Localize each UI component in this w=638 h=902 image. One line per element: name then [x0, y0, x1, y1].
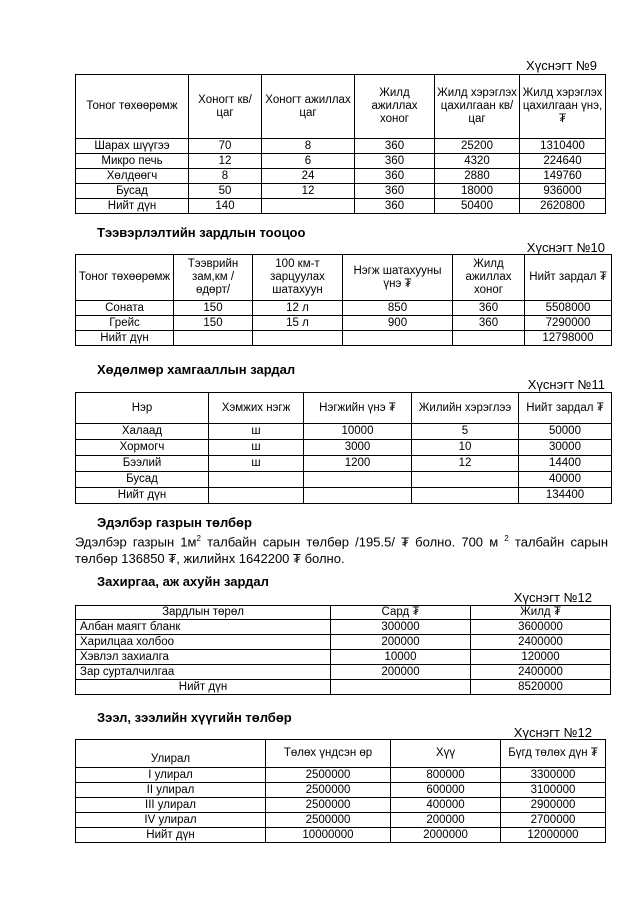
- table-total-row: [76, 199, 606, 214]
- col-header: Нийт зардал ₮: [519, 393, 612, 424]
- cell: 300000: [331, 620, 471, 635]
- table-row: [76, 184, 606, 199]
- cell: Хөлдөөгч: [76, 169, 189, 184]
- cell: 1200: [304, 456, 412, 472]
- col-header: Хоногт ажиллах цаг: [262, 75, 355, 139]
- cell: 2620800: [520, 199, 606, 214]
- section-heading-admin: Захиргаа, аж ахуйн зардал: [97, 574, 269, 589]
- table-row: [76, 440, 612, 456]
- cell: [304, 488, 412, 504]
- table-10-transport: [75, 254, 612, 346]
- table9-label: Хүснэгт №9: [526, 58, 597, 73]
- cell: Харилцаа холбоо: [76, 635, 331, 650]
- cell: 360: [355, 139, 435, 154]
- col-header: Хүү: [391, 740, 501, 768]
- cell: 70: [189, 139, 262, 154]
- col-header: Жилийн хэрэглээ: [412, 393, 519, 424]
- section-heading-land-fee: Эдэлбэр газрын төлбөр: [97, 515, 252, 530]
- land-text-4: төлбөр 136850 ₮, жилийнх 1642200 ₮ болно.: [75, 551, 345, 567]
- cell: 900: [343, 316, 453, 331]
- cell: 3300000: [501, 768, 606, 783]
- cell: 360: [355, 169, 435, 184]
- cell: [174, 331, 253, 346]
- cell: 2500000: [266, 798, 391, 813]
- col-header: Хоногт кв/цаг: [189, 75, 262, 139]
- cell: 150: [174, 301, 253, 316]
- cell: ш: [209, 440, 304, 456]
- col-header: Жилд хэрэглэх цахилгаан кв/цаг: [435, 75, 520, 139]
- land-text-3: талбайн сарын: [508, 534, 608, 550]
- col-header: Жилд ажиллах хоног: [355, 75, 435, 139]
- cell: 224640: [520, 154, 606, 169]
- cell: 400000: [391, 798, 501, 813]
- cell: Нийт дүн: [76, 680, 331, 695]
- land-sup-1: 2: [196, 534, 201, 543]
- cell: 200000: [391, 813, 501, 828]
- cell: Грейс: [76, 316, 174, 331]
- table-9-electricity: [75, 74, 606, 214]
- table-total-row: [76, 680, 611, 695]
- cell: [412, 488, 519, 504]
- cell: 12: [262, 184, 355, 199]
- col-header: Тоног төхөөрөмж: [76, 75, 189, 139]
- cell: 12 л: [253, 301, 343, 316]
- table11-label: Хүснэгт №11: [527, 377, 605, 392]
- cell: Нийт дүн: [76, 488, 209, 504]
- cell: 3600000: [471, 620, 611, 635]
- table-total-row: [76, 828, 606, 843]
- section-heading-transport: Тээвэрлэлтийн зардлын тооцоо: [97, 225, 306, 240]
- cell: 2500000: [266, 813, 391, 828]
- cell: [453, 331, 525, 346]
- cell: 150: [174, 316, 253, 331]
- col-header: 100 км-т зарцуулах шатахуун: [253, 255, 343, 301]
- cell: Хормогч: [76, 440, 209, 456]
- cell: Бээлий: [76, 456, 209, 472]
- cell: IV улирал: [76, 813, 266, 828]
- cell: 10000: [304, 424, 412, 440]
- col-header: Зардлын төрөл: [76, 606, 331, 620]
- table-row: [76, 316, 612, 331]
- cell: Албан маягт бланк: [76, 620, 331, 635]
- cell: 2500000: [266, 783, 391, 798]
- table-row: [76, 783, 606, 798]
- table10-label: Хүснэгт №10: [526, 240, 605, 255]
- cell: 120000: [471, 650, 611, 665]
- cell: 50: [189, 184, 262, 199]
- cell: 2900000: [501, 798, 606, 813]
- cell: 600000: [391, 783, 501, 798]
- cell: 18000: [435, 184, 520, 199]
- cell: Микро печь: [76, 154, 189, 169]
- cell: 149760: [520, 169, 606, 184]
- cell: 8: [189, 169, 262, 184]
- cell: 360: [355, 154, 435, 169]
- col-header: Улирал: [76, 740, 266, 768]
- cell: Бусад: [76, 184, 189, 199]
- col-header: Бүгд төлөх дүн ₮: [501, 740, 606, 768]
- cell: 200000: [331, 635, 471, 650]
- cell: II улирал: [76, 783, 266, 798]
- cell: Соната: [76, 301, 174, 316]
- cell: 134400: [519, 488, 612, 504]
- cell: [331, 680, 471, 695]
- table-row: [76, 456, 612, 472]
- table-total-row: [76, 331, 612, 346]
- cell: [304, 472, 412, 488]
- cell: 10000000: [266, 828, 391, 843]
- cell: 12: [412, 456, 519, 472]
- cell: ш: [209, 424, 304, 440]
- table12b-label: Хүснэгт №12: [513, 725, 592, 740]
- cell: 10: [412, 440, 519, 456]
- table-row: [76, 650, 611, 665]
- table-row: [76, 472, 612, 488]
- cell: 1310400: [520, 139, 606, 154]
- cell: 15 л: [253, 316, 343, 331]
- cell: [253, 331, 343, 346]
- cell: 850: [343, 301, 453, 316]
- cell: 50000: [519, 424, 612, 440]
- table-row: [76, 813, 606, 828]
- cell: 4320: [435, 154, 520, 169]
- cell: [412, 472, 519, 488]
- table-header-row: [76, 255, 612, 301]
- col-header: Жилд ₮: [471, 606, 611, 620]
- table-row: [76, 154, 606, 169]
- col-header: Сард ₮: [331, 606, 471, 620]
- cell: 2400000: [471, 665, 611, 680]
- cell: Бусад: [76, 472, 209, 488]
- col-header: Нэгжийн үнэ ₮: [304, 393, 412, 424]
- section-heading-loan: Зээл, зээлийн хүүгийн төлбөр: [97, 710, 292, 725]
- cell: 3000: [304, 440, 412, 456]
- cell: 800000: [391, 768, 501, 783]
- table-header-row: [76, 606, 611, 620]
- cell: 24: [262, 169, 355, 184]
- col-header: Жилд хэрэглэх цахилгаан үнэ,₮: [520, 75, 606, 139]
- table-total-row: [76, 488, 612, 504]
- land-sup-2: 2: [504, 534, 509, 543]
- table-row: [76, 798, 606, 813]
- cell: 12798000: [525, 331, 612, 346]
- cell: Нийт дүн: [76, 199, 189, 214]
- table-header-row: [76, 75, 606, 139]
- section-heading-labor-safety: Хөдөлмөр хамгааллын зардал: [97, 362, 296, 377]
- cell: 936000: [520, 184, 606, 199]
- cell: 2880: [435, 169, 520, 184]
- cell: 5: [412, 424, 519, 440]
- cell: 40000: [519, 472, 612, 488]
- cell: 8: [262, 139, 355, 154]
- col-header: Нийт зардал ₮: [525, 255, 612, 301]
- col-header: Жилд ажиллах хоног: [453, 255, 525, 301]
- cell: 10000: [331, 650, 471, 665]
- table-row: [76, 424, 612, 440]
- cell: 2400000: [471, 635, 611, 650]
- cell: 8520000: [471, 680, 611, 695]
- cell: Халаад: [76, 424, 209, 440]
- table-row: [76, 665, 611, 680]
- cell: Хэвлэл захиалга: [76, 650, 331, 665]
- table-row: [76, 139, 606, 154]
- cell: 200000: [331, 665, 471, 680]
- col-header: Нэр: [76, 393, 209, 424]
- cell: 12000000: [501, 828, 606, 843]
- cell: 360: [453, 301, 525, 316]
- cell: [343, 331, 453, 346]
- table-row: [76, 635, 611, 650]
- table-row: [76, 169, 606, 184]
- table-12-loan: [75, 739, 606, 843]
- cell: 30000: [519, 440, 612, 456]
- cell: [262, 199, 355, 214]
- cell: 140: [189, 199, 262, 214]
- col-header: Хэмжих нэгж: [209, 393, 304, 424]
- cell: Нийт дүн: [76, 828, 266, 843]
- cell: [209, 488, 304, 504]
- land-text-2: талбайн сарын төлбөр /195.5/ ₮ болно. 700 м: [200, 534, 505, 550]
- table-11-labor-safety: [75, 392, 612, 504]
- cell: 3100000: [501, 783, 606, 798]
- cell: Нийт дүн: [76, 331, 174, 346]
- cell: Зар сурталчилгаа: [76, 665, 331, 680]
- cell: 5508000: [525, 301, 612, 316]
- col-header: Тоног төхөөрөмж: [76, 255, 174, 301]
- cell: 360: [355, 199, 435, 214]
- cell: 6: [262, 154, 355, 169]
- col-header: Тээврийн зам,км /өдөрт/: [174, 255, 253, 301]
- cell: 25200: [435, 139, 520, 154]
- cell: 7290000: [525, 316, 612, 331]
- table12a-label: Хүснэгт №12: [513, 590, 592, 605]
- col-header: Нэгж шатахууны үнэ ₮: [343, 255, 453, 301]
- cell: 50400: [435, 199, 520, 214]
- cell: ш: [209, 456, 304, 472]
- land-fee-paragraph: [75, 530, 608, 567]
- cell: 12: [189, 154, 262, 169]
- cell: Шарах шүүгээ: [76, 139, 189, 154]
- table-row: [76, 768, 606, 783]
- cell: 360: [355, 184, 435, 199]
- cell: 14400: [519, 456, 612, 472]
- cell: 360: [453, 316, 525, 331]
- table-header-row: [76, 740, 606, 768]
- cell: [209, 472, 304, 488]
- table-12-admin: [75, 605, 611, 695]
- cell: I улирал: [76, 768, 266, 783]
- cell: 2000000: [391, 828, 501, 843]
- land-text-1: Эдэлбэр газрын 1м: [75, 534, 197, 550]
- cell: 2500000: [266, 768, 391, 783]
- table-row: [76, 620, 611, 635]
- table-header-row: [76, 393, 612, 424]
- table-row: [76, 301, 612, 316]
- cell: III улирал: [76, 798, 266, 813]
- cell: 2700000: [501, 813, 606, 828]
- col-header: Төлөх үндсэн өр: [266, 740, 391, 768]
